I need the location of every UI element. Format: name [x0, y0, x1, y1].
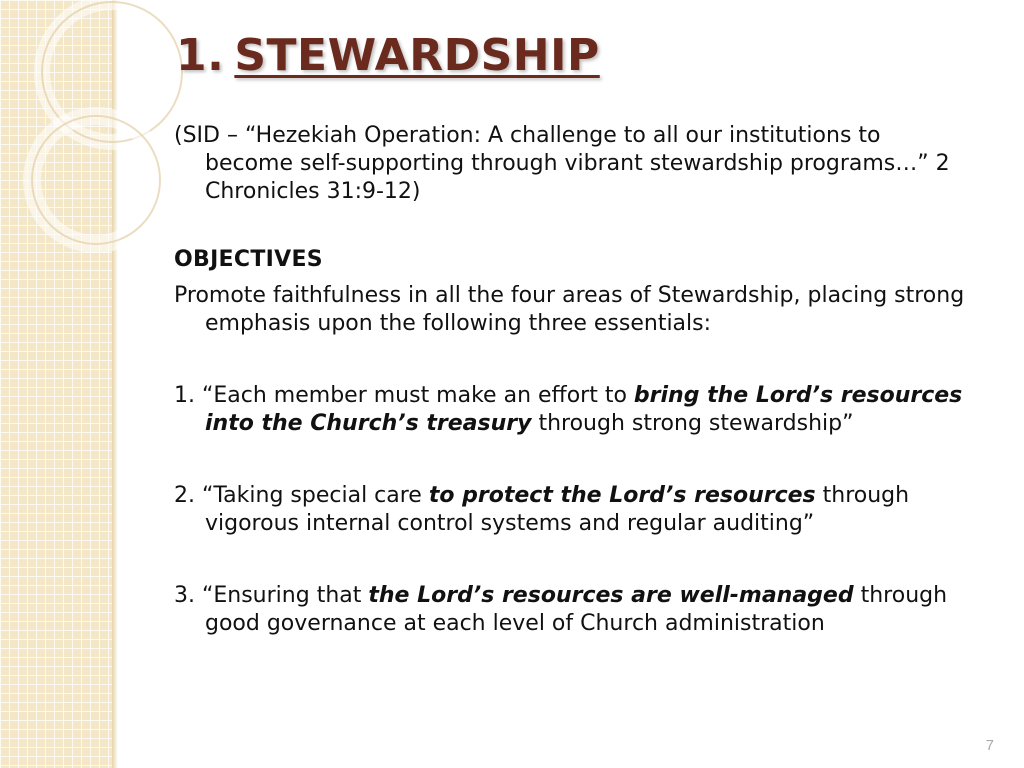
essential-item-2 [174, 482, 974, 538]
item-1-tail: through strong stewardship” [531, 411, 854, 436]
essential-item-3 [174, 582, 974, 638]
slide-title [176, 30, 600, 81]
item-3-text: 3. “Ensuring that [174, 583, 369, 608]
item-3-emphasis: the Lord’s resources are well-managed [368, 583, 854, 608]
item-2-text: 2. “Taking special care [174, 483, 429, 508]
item-1-emphasis: bring the Lord’s resources into the Church’s treasury [205, 383, 963, 436]
essential-item-1 [174, 382, 974, 438]
item-3-tail: through good governance at each level of Church administration [205, 583, 948, 636]
objectives-heading: OBJECTIVES [174, 247, 323, 272]
title-number: 1. [176, 30, 225, 81]
intro-paragraph: (SID – “Hezekiah Operation: A challenge to all our institutions to become self-supporting through vibrant stewardship programs…” 2 Chronicles 31:9-12) [174, 123, 950, 204]
item-2-emphasis: to protect the Lord’s resources [428, 483, 816, 508]
decorative-rings [0, 0, 200, 300]
item-1-text: 1. “Each member must make an effort to [174, 383, 634, 408]
slide-body [174, 122, 974, 638]
objectives-paragraph: Promote faithfulness in all the four areas of Stewardship, placing strong emphasis upon the following three essentials: [174, 283, 965, 336]
page-number: 7 [985, 737, 994, 754]
title-word: STEWARDSHIP [234, 30, 600, 81]
item-2-tail: through vigorous internal control systems and regular auditing” [205, 483, 910, 536]
